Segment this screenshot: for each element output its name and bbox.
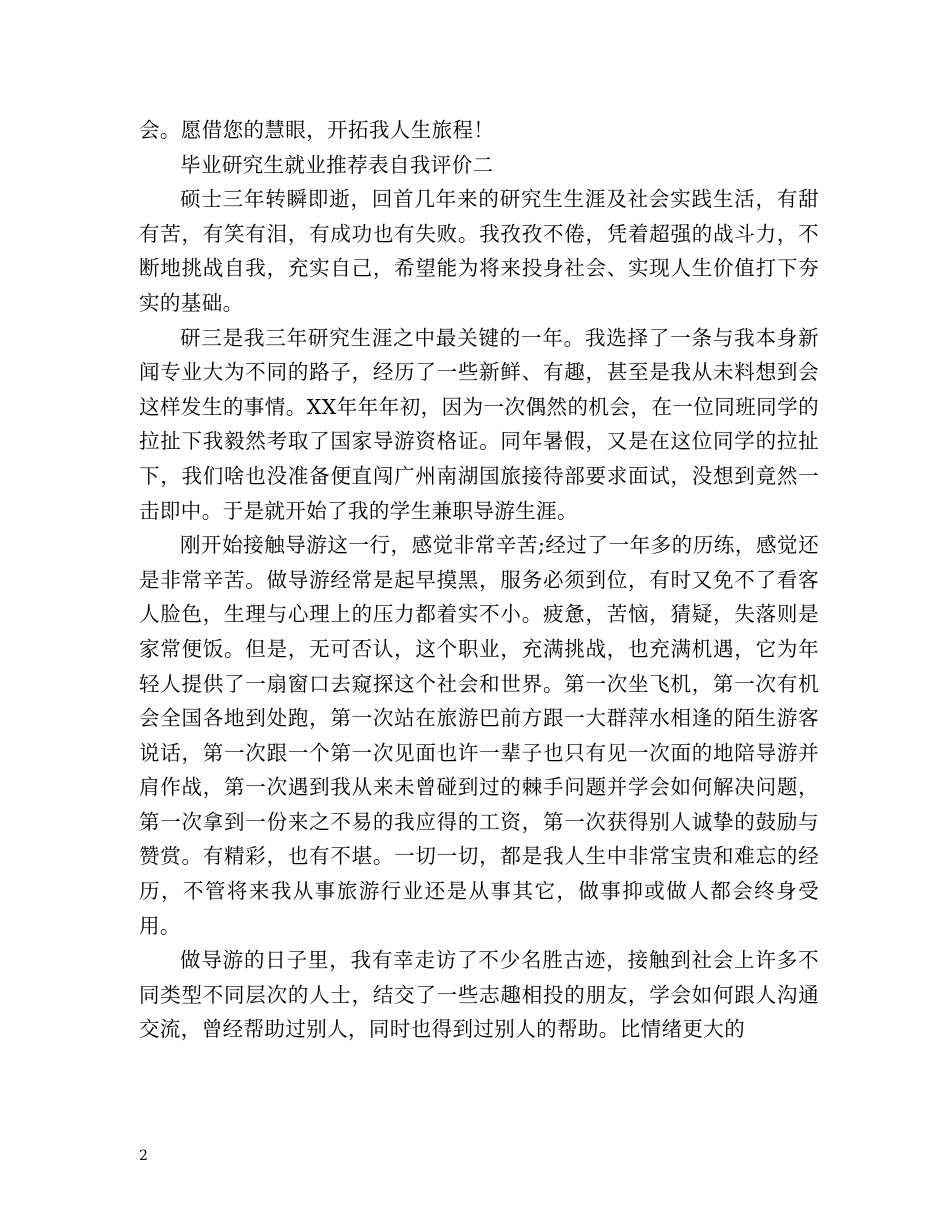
paragraph: 做导游的日子里，我有幸走访了不少名胜古迹，接触到社会上许多不同类型不同层次的人士，结交了一些志趣相投的朋友，学会如何跟人沟通交流，曾经帮助过别人，同时也得到过别人的帮助。比情绪更大的: [139, 948, 819, 1042]
paragraph: 硕士三年转瞬即逝，回首几年来的研究生生涯及社会实践生活，有甜有苦，有笑有泪，有成功也有失败。我孜孜不倦，凭着超强的战斗力，不断地挑战自我，充实自己，希望能为将来投身社会、实现人生价值打下夯实的基础。: [139, 187, 819, 315]
paragraph: 研三是我三年研究生涯之中最关键的一年。我选择了一条与我本身新闻专业大为不同的路子，经历了一些新鲜、有趣，甚至是我从未料想到会这样发生的事情。XX年年年初，因为一次偶然的机会，在一位同班同学的拉扯下我毅然考取了国家导游资格证。同年暑假，又是在这位同学的拉扯下，我们啥也没准备便直闯广州南湖国旅接待部要求面试，没想到竟然一击即中。于是就开始了我的学生兼职导游生涯。: [139, 325, 819, 523]
document-body: [139, 113, 819, 1047]
section-heading: 毕业研究生就业推荐表自我评价二: [180, 152, 494, 177]
paragraph-continuation: 会。愿借您的慧眼，开拓我人生旅程！: [139, 118, 495, 142]
paragraph: 刚开始接触导游这一行，感觉非常辛苦;经过了一年多的历练，感觉还是非常辛苦。做导游经常是起早摸黑，服务必须到位，有时又免不了看客人脸色，生理与心理上的压力都着实不小。疲惫，苦恼，猜疑，失落则是家常便饭。但是，无可否认，这个职业，充满挑战，也充满机遇，它为年轻人提供了一扇窗口去窥探这个社会和世界。第一次坐飞机，第一次有机会全国各地到处跑，第一次站在旅游巴前方跟一大群萍水相逢的陌生游客说话，第一次跟一个第一次见面也许一辈子也只有见一次面的地陪导游并肩作战，第一次遇到我从来未曾碰到过的棘手问题并学会如何解决问题，第一次拿到一份来之不易的我应得的工资，第一次获得别人诚挚的鼓励与赞赏。有精彩，也有不堪。一切一切，都是我人生中非常宝贵和难忘的经历，不管将来我从事旅游行业还是从事其它，做事抑或做人都会终身受用。: [139, 533, 819, 938]
page-number: 2: [139, 1148, 148, 1164]
